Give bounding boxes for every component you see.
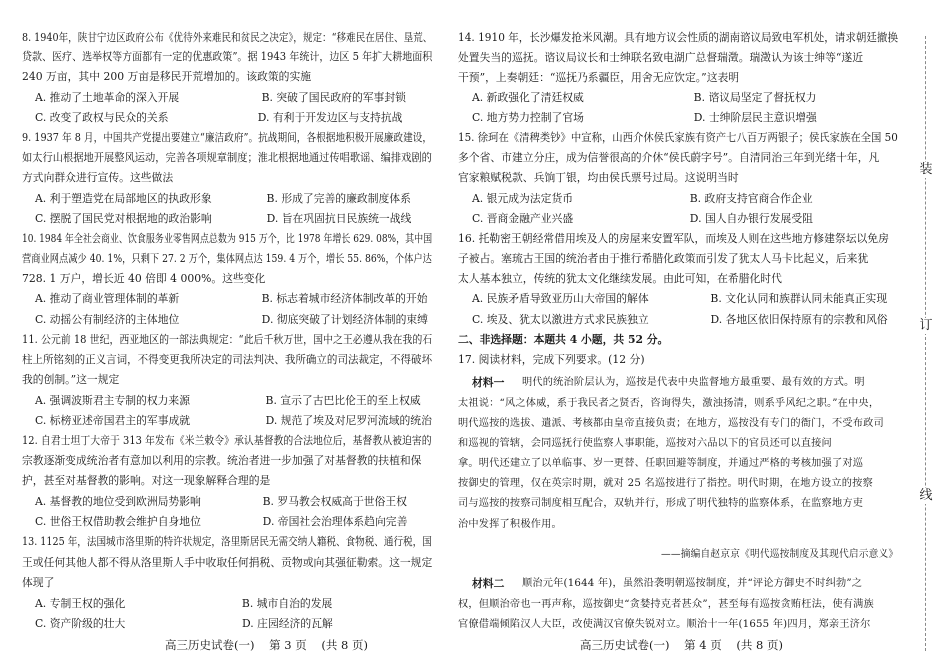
binding-dashed-line <box>925 36 926 651</box>
question-line: 干预”，上奏朝廷：“巡抚乃系疆臣，用舍无应饮定。”这表明 <box>458 71 740 84</box>
option-line: C. 晋商金融产业兴盛 D. 国人自办银行发展受阻 <box>472 212 813 225</box>
question-line: 10. 1984 年全社会商业、饮食服务业零售网点总数为 915 万个，比 1978 年增长 629. 08%，其中国 <box>22 232 433 245</box>
binding-char-xian: 线 <box>917 488 935 504</box>
material1-line: 治中发挥了积极作用。 <box>458 519 562 530</box>
section-heading: 二、非选择题：本题共 4 小题，共 52 分。 <box>458 333 669 346</box>
option-line: A. 民族矛盾导致亚历山大帝国的解体 B. 文化认同和族群认同未能真正实现 <box>472 292 888 305</box>
material1-line: 按御史的管理，仅在英宗时期，就对 25 名巡按进行了指控。明代时期，在地方设立的按察 <box>458 478 873 489</box>
question-line: 8. 1940年，陕甘宁边区政府公布《优待外来难民和贫民之决定》，规定：“移难民在居住、垦荒、 <box>22 31 433 44</box>
option-line: C. 地方势力控制了官场 D. 士绅阶层民主意识增强 <box>472 111 817 124</box>
binding-char-ding: 订 <box>917 318 935 334</box>
option-line: C. 标榜亚述帝国君主的军事成就 D. 规范了埃及对尼罗河流域的统治 <box>35 414 432 427</box>
right-page-footer: 高三历史试卷(一) 第 4 页 (共 8 页) <box>580 638 783 652</box>
question-line: 柱上所铭刻的正义言词，不得变更我所决定的司法判决、我所确立的司法裁定，不得破坏 <box>22 353 433 366</box>
material1-label: 材料一 <box>472 376 505 389</box>
material1-line: 司与巡按的按察司制度相互配合，双轨并行，形成了明代独特的监察体系，在监察地方吏 <box>458 498 864 509</box>
option-line: A. 推动了商业管理体制的革新 B. 标志着城市经济体制改革的开始 <box>35 292 428 305</box>
question-line: 方式向群众进行宣传。这些做法 <box>22 171 174 184</box>
material1-line: 和巡视的管辖，会同巡抚行使监察人事职能，巡按对六品以下的官员还可以直接问 <box>458 438 832 449</box>
option-line: C. 埃及、犹太以激进方式求民族独立 D. 各地区依旧保持原有的宗教和风俗 <box>472 313 888 326</box>
material2-line: 顺治元年(1644 年)，虽然沿袭明朝巡按制度，并“评论方御史不时纠勃”之 <box>522 578 863 589</box>
left-page-footer: 高三历史试卷(一) 第 3 页 (共 8 页) <box>165 638 368 652</box>
question-line: 728. 1 万户，增长近 40 倍即 4 000%。这些变化 <box>22 272 266 285</box>
question-line: 贷款、医疗、选举权等方面都有一定的优惠政策”。据 1943 年统计，边区 5 年扩大耕地面积 <box>22 50 433 63</box>
question-line: 我的创制。”这一规定 <box>22 373 120 386</box>
question-line: 护，甚至对基督教的影响。对这一现象解释合理的是 <box>22 474 271 487</box>
option-line: A. 新政强化了清廷权威 B. 谘议局坚定了督抚权力 <box>472 91 817 104</box>
question-line: 子被占。塞琉古王国的统治者由于推行希腊化政策而引发了犹太人马卡比起义，后来犹 <box>458 252 869 265</box>
question-line: 12. 自君士坦丁大帝于 313 年发布《米兰敕令》承认基督教的合法地位后，基督教从被迫害的 <box>22 434 432 447</box>
question-line: 如太行山根据地开展整风运动，完善各项规章制度；淮北根据地通过传唱歌谣、编排戏剧的 <box>22 151 432 164</box>
question-line: 体现了 <box>22 576 55 589</box>
question-line: 宗教逐渐变成统治者有意加以利用的宗教。统治者进一步加强了对基督教的扶植和保 <box>22 454 422 467</box>
option-line: A. 基督教的地位受到欧洲局势影响 B. 罗马教会权威高于世俗王权 <box>35 495 407 508</box>
material2-label: 材料二 <box>472 577 505 590</box>
material1-line: 明代的统治阶层认为，巡按是代表中央监督地方最重要、最有效的方式。明 <box>522 377 865 388</box>
question-line: 11. 公元前 18 世纪，西亚地区的一部法典规定：“此后千秋万世，国中之王必遵从我在我的石 <box>22 333 433 346</box>
question-line: 17. 阅读材料，完成下列要求。(12 分) <box>458 353 645 366</box>
question-line: 王或任何其他人都不得从洛里斯人手中收取任何捐税、贡物或向其强征勒索。这一规定 <box>22 556 433 569</box>
question-line: 多个省、市建立分庄，成为信誉很高的介休“侯氏蔚字号”。自清同治三年到光绪十年，凡 <box>458 151 880 164</box>
material1-source: ——摘编自赵京京《明代巡按制度及其现代启示意义》 <box>661 549 899 560</box>
material1-line: 拿。明代还建立了以单临事、岁一更替、任职回避等制度，并通过严格的考核加强了对巡 <box>458 458 864 469</box>
option-line: A. 利于塑造党在局部地区的执政形象 B. 形成了完善的廉政制度体系 <box>35 192 411 205</box>
question-line: 营商业网点减少 40. 1%，只剩下 27. 2 万个，集体网点达 159. 4 万个，增长 55. 86%，个体户达 <box>22 252 432 265</box>
question-line: 13. 1125 年，法国城市洛里斯的特许状规定，洛里斯居民无需交纳人籍税、食物税、通行税，国 <box>22 535 432 548</box>
option-line: A. 推动了土地革命的深入开展 B. 突破了国民政府的军事封锁 <box>35 91 406 104</box>
binding-margin <box>915 0 950 663</box>
material1-line: 太祖说：“风之体威，系于我民者之贤否，咨询得失，激浊扬清，则系乎风纪之职。”在中央， <box>458 398 880 409</box>
material2-line: 官僚借端倾陷汉人大臣，改使满汉官僚失锐对立。顺治十一年(1655 年)四月，郑亲王济尔 <box>458 619 871 630</box>
question-line: 9. 1937 年 8 月，中国共产党提出要建立“廉洁政府”。抗战期间，各根据地积极开展廉政建设， <box>22 131 433 144</box>
option-line: A. 专制王权的强化 B. 城市自治的发展 <box>35 597 333 610</box>
binding-char-zhuang: 装 <box>917 162 935 178</box>
option-line: C. 世俗王权借助教会维护自身地位 D. 帝国社会治理体系趋向完善 <box>35 515 408 528</box>
question-line: 15. 徐珂在《清稗类钞》中宣称，山西介休侯氏家族有资产七八百万两银子；侯氏家族在全国 50 <box>458 131 898 144</box>
question-line: 处置失当的巡抚。谘议局议长和士绅联名致电湖广总督瑞澂。瑞澂认为该士绅等“遂近 <box>458 51 864 64</box>
option-line: A. 强调波斯君主专制的权力来源 B. 宣示了古巴比伦王的至上权威 <box>35 394 421 407</box>
option-line: C. 动摇公有制经济的主体地位 D. 彻底突破了计划经济体制的束缚 <box>35 313 428 326</box>
option-line: C. 摆脱了国民党对根据地的政治影响 D. 旨在巩固抗日民族统一战线 <box>35 212 412 225</box>
material1-line: 明代巡按的选拔、遣派、考核都由皇帝直接负责；在地方，巡按没有专门的衙门，不受布政司 <box>458 418 884 429</box>
question-line: 太人基本独立，传统的犹太文化继续发展。由此可知，在希腊化时代 <box>458 272 782 285</box>
question-line: 240 万亩，其中 200 万亩是移民开荒增加的。该政策的实施 <box>22 70 312 83</box>
question-line: 14. 1910 年，长沙爆发抢米风潮。具有地方议会性质的湖南谘议局致电军机处，请求朝廷撤换 <box>458 31 898 44</box>
material2-line: 权，但顺治帝也一再声称，巡按御史“贪婪持克者甚众”，甚至每有巡按贪贿枉法，使有满族 <box>458 599 874 610</box>
option-line: C. 改变了政权与民众的关系 D. 有利于开发边区与支持抗战 <box>35 111 403 124</box>
question-line: 官家粮赋税款、兵饷丁银，均由侯氏票号过局。这说明当时 <box>458 171 739 184</box>
question-line: 16. 托勒密王朝经常借用埃及人的房屋来安置军队，而埃及人则在这些地方修建祭坛以免房 <box>458 232 889 245</box>
option-line: A. 银元成为法定货币 B. 政府支持官商合作企业 <box>472 192 813 205</box>
option-line: C. 资产阶级的壮大 D. 庄园经济的瓦解 <box>35 617 333 630</box>
